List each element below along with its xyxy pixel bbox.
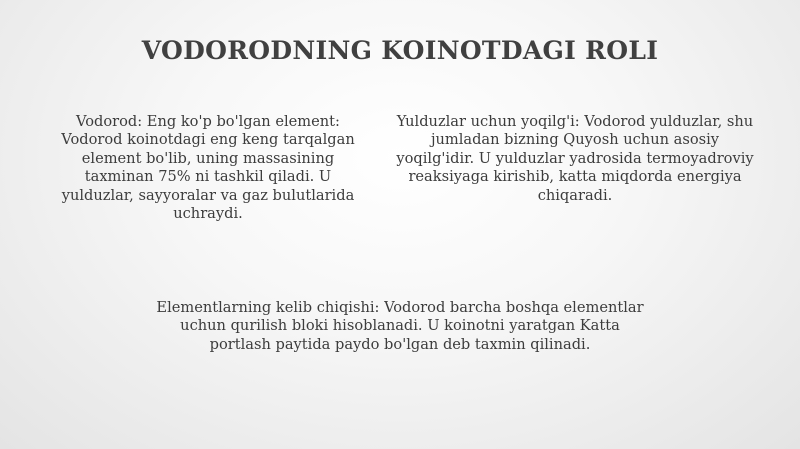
text-block-abundance: Vodorod: Eng ko'p bo'lgan element: Vodorod koinotdagi eng keng tarqalgan element bo'lib, uning massasining taxminan 75% ni tashkil qiladi. U yulduzlar, sayyoralar va gaz bulutlarida uchraydi. bbox=[61, 113, 355, 223]
text-block-star-fuel: Yulduzlar uchun yoqilg'i: Vodorod yulduzlar, shu jumladan bizning Quyosh uchun asosiy yoqilg'idir. U yulduzlar yadrosida termoyadroviy reaksiyaga kirishib, katta miqdorda energiya chiqaradi. bbox=[396, 113, 754, 204]
text-block-element-origin: Elementlarning kelib chiqishi: Vodorod barcha boshqa elementlar uchun qurilish bloki hisoblanadi. U koinotni yaratgan Katta portlash paytida paydo bo'lgan deb taxmin qilinadi. bbox=[156, 299, 644, 353]
slide-title: VODORODNING KOINOTDAGI ROLI bbox=[141, 36, 659, 65]
